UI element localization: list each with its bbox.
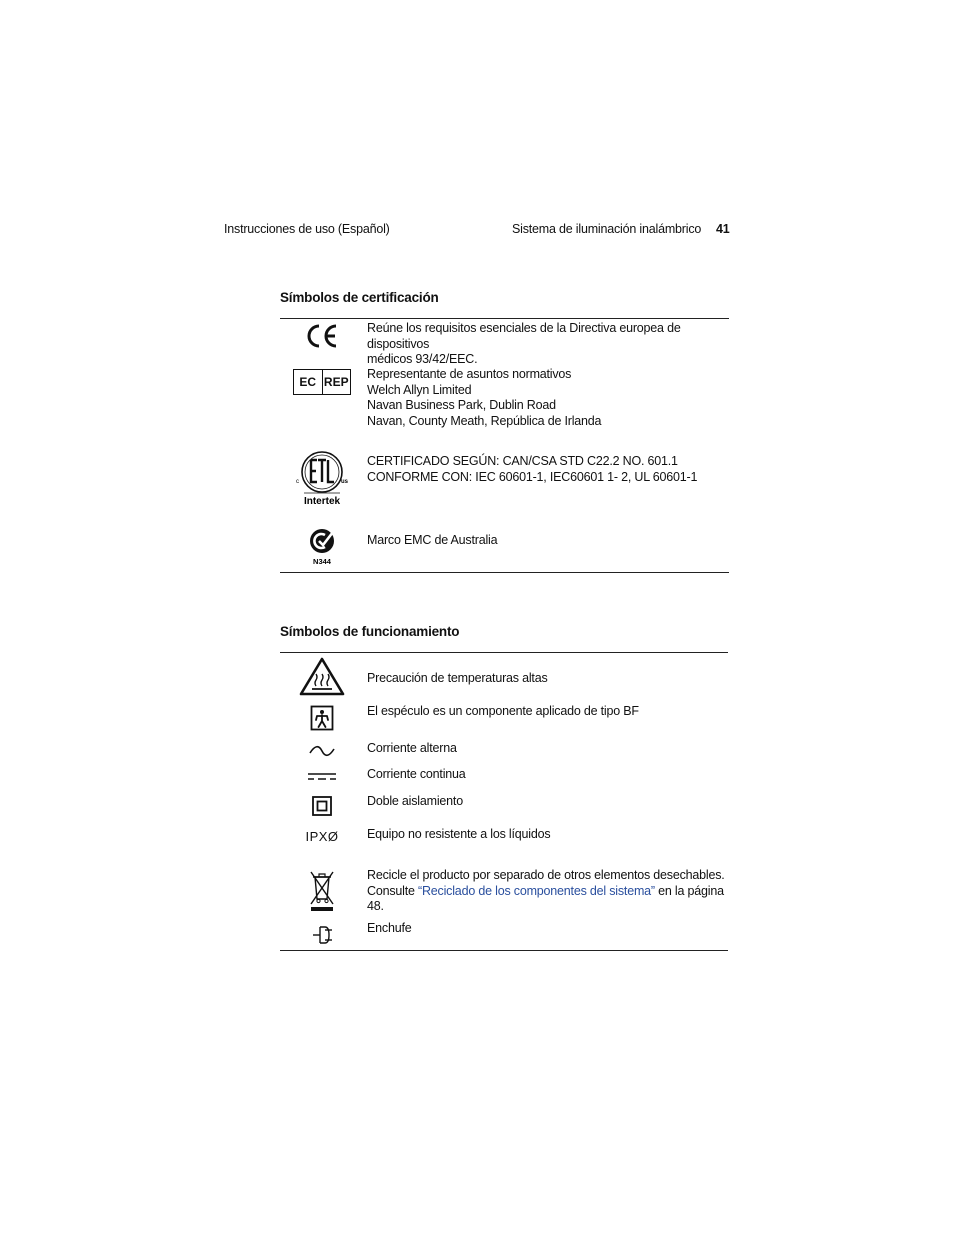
- text-prefix: Consulte: [367, 883, 419, 898]
- operation-description: [367, 767, 737, 783]
- page-number: 41: [716, 222, 730, 236]
- operation-description: [367, 741, 737, 757]
- text-suffix: en la página 48.: [367, 883, 724, 913]
- operation-description: [367, 827, 737, 843]
- hot-surface-warning-icon: [280, 656, 364, 696]
- etl-us-label: us: [341, 479, 349, 485]
- plug-icon: [280, 924, 364, 946]
- direct-current-icon: [280, 772, 364, 782]
- alternating-current-icon: [280, 743, 364, 759]
- text-line: Welch Allyn Limited: [367, 382, 472, 397]
- ipx0-label: IPXØ: [305, 829, 339, 844]
- text-line: Equipo no resistente a los líquidos: [367, 827, 551, 841]
- text-line: Enchufe: [367, 921, 412, 935]
- text-line: Representante de asuntos normativos: [367, 367, 572, 381]
- text-line: Navan, County Meath, República de Irlanda: [367, 413, 602, 428]
- text-line: CERTIFICADO SEGÚN: CAN/CSA STD C22.2 NO. 601.1: [367, 454, 678, 468]
- operation-description: [367, 868, 737, 915]
- text-line: Precaución de temperaturas altas: [367, 671, 548, 685]
- rep-label: REP: [323, 375, 349, 389]
- text-line: Corriente continua: [367, 767, 466, 781]
- operation-description: [367, 671, 737, 687]
- certification-section-title: Símbolos de certificación: [280, 290, 439, 305]
- table-bottom-rule: [280, 572, 729, 573]
- running-header-left: Instrucciones de uso (Español): [224, 222, 390, 236]
- ec-rep-icon: [280, 369, 364, 395]
- text-line: El espéculo es un componente aplicado de tipo BF: [367, 704, 639, 718]
- text-line: Marco EMC de Australia: [367, 533, 498, 547]
- operation-section-title: Símbolos de funcionamiento: [280, 624, 460, 639]
- etl-intertek-icon: [280, 448, 364, 510]
- operation-description: [367, 921, 737, 937]
- text-line: CONFORME CON: IEC 60601-1, IEC60601 1- 2, UL 60601-1: [367, 469, 698, 484]
- table-top-rule: [280, 318, 729, 319]
- text-line: Reúne los requisitos esenciales de la Directiva europea de dispositivos: [367, 321, 681, 351]
- text-line: médicos 93/42/EEC.: [367, 352, 478, 366]
- c-tick-icon: [280, 526, 364, 568]
- certification-description: [367, 533, 737, 549]
- ec-label: EC: [294, 370, 323, 394]
- text-line: Doble aislamiento: [367, 794, 463, 808]
- operation-description: [367, 794, 737, 810]
- text-line: Navan Business Park, Dublin Road: [367, 398, 556, 412]
- operation-description: [367, 704, 737, 720]
- type-bf-applied-part-icon: [280, 705, 364, 731]
- ipx0-icon: [280, 829, 364, 844]
- intertek-label: Intertek: [303, 496, 341, 507]
- text-line: Corriente alterna: [367, 741, 457, 755]
- table-top-rule: [280, 652, 728, 653]
- table-bottom-rule: [280, 950, 728, 951]
- certification-description: [367, 367, 737, 429]
- double-insulation-icon: [280, 796, 364, 816]
- running-header-title: Sistema de iluminación inalámbrico: [512, 222, 702, 236]
- certification-description: [367, 454, 737, 485]
- certification-description: [367, 321, 737, 368]
- weee-recycle-icon: [280, 869, 364, 913]
- c-tick-code: N344: [313, 557, 331, 566]
- recycling-section-link[interactable]: “Reciclado de los componentes del sistema”: [418, 883, 655, 898]
- ce-mark-icon: [280, 322, 364, 350]
- etl-c-label: c: [296, 479, 299, 485]
- text-line: [367, 884, 737, 915]
- text-line: Recicle el producto por separado de otros elementos desechables.: [367, 868, 725, 882]
